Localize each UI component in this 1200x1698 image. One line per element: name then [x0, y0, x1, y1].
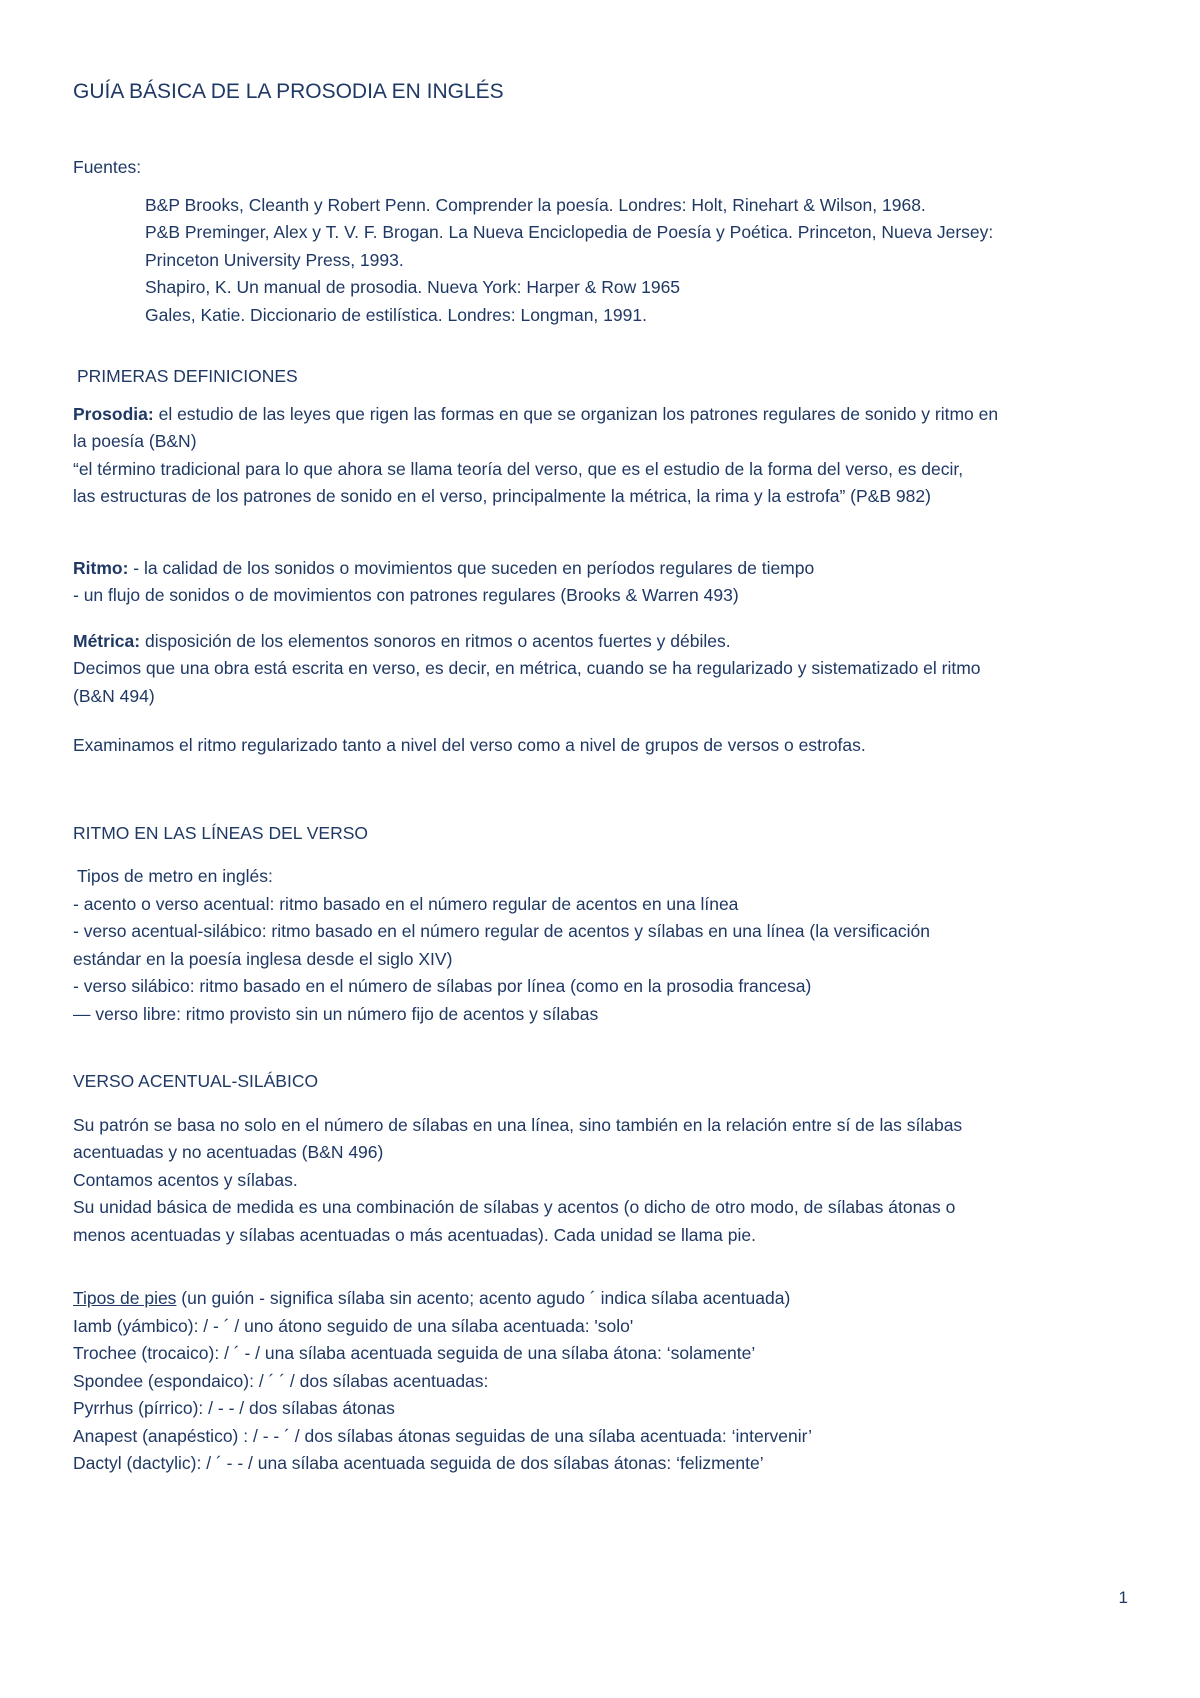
section-heading-primeras: PRIMERAS DEFINICIONES: [77, 366, 298, 386]
paragraph: Su patrón se basa no solo en el número de sílabas en una línea, sino también en la relación entre sí de las sílabas: [73, 1114, 963, 1135]
reference-line: B&P Brooks, Cleanth y Robert Penn. Comprender la poesía. Londres: Holt, Rinehart & Wilson, 1968.: [145, 194, 926, 215]
reference-line: Princeton University Press, 1993.: [145, 249, 404, 270]
section-heading-ritmo-lineas: RITMO EN LAS LÍNEAS DEL VERSO: [73, 822, 368, 843]
metrica-definition: [73, 628, 1135, 656]
list-item: - acento o verso acentual: ritmo basado en el número regular de acentos en una línea: [73, 893, 739, 914]
pies-heading: [73, 1285, 1135, 1313]
prosodia-definition: [73, 401, 1135, 429]
definition-text: Decimos que una obra está escrita en verso, es decir, en métrica, cuando se ha regularizado y sistematizado el ritmo: [73, 658, 981, 678]
section-heading-acentual: VERSO ACENTUAL-SILÁBICO: [73, 1071, 319, 1091]
pies-heading-underlined: Tipos de pies: [73, 1288, 177, 1308]
list-item: estándar en la poesía inglesa desde el siglo XIV): [73, 948, 453, 969]
definition-text: - la calidad de los sonidos o movimientos que suceden en períodos regulares de tiempo: [128, 557, 815, 578]
page-content: [73, 78, 1135, 1478]
list-item: - verso silábico: ritmo basado en el número de sílabas por línea (como en la prosodia francesa): [73, 976, 812, 996]
definition-text: el estudio de las leyes que rigen las formas en que se organizan los patrones regulares de sonido y ritmo en: [153, 403, 999, 424]
list-item: Dactyl (dactylic): / ´ - - / una sílaba acentuada seguida de dos sílabas átonas: ‘felizmente’: [73, 1453, 764, 1473]
list-item: Iamb (yámbico): / - ´ / uno átono seguido de una sílaba acentuada: 'solo': [73, 1315, 634, 1336]
term-prosodia: Prosodia:: [73, 403, 154, 424]
quote-line: “el término tradicional para lo que ahora se llama teoría del verso, que es el estudio de la forma del verso, es decir,: [73, 458, 964, 479]
reference-line: Gales, Katie. Diccionario de estilística. Londres: Longman, 1991.: [145, 304, 647, 325]
reference-line: Shapiro, K. Un manual de prosodia. Nueva York: Harper & Row 1965: [145, 277, 681, 297]
term-ritmo: Ritmo:: [73, 557, 129, 578]
sources-label: Fuentes:: [73, 157, 142, 177]
definition-text: (B&N 494): [73, 685, 155, 706]
list-item: Pyrrhus (pírrico): / - - / dos sílabas átonas: [73, 1398, 395, 1418]
page-number: 1: [1118, 1588, 1128, 1607]
list-item: Anapest (anapéstico) : / - - ´ / dos sílabas átonas seguidas de una sílaba acentuada: ‘intervenir’: [73, 1425, 812, 1446]
reference-line: P&B Preminger, Alex y T. V. F. Brogan. La Nueva Enciclopedia de Poesía y Poética. Princeton, Nueva Jersey:: [145, 222, 994, 242]
definition-text: - un flujo de sonidos o de movimientos con patrones regulares (Brooks & Warren 493): [73, 585, 739, 605]
term-metrica: Métrica:: [73, 630, 141, 651]
pies-heading-note: (un guión - significa sílaba sin acento; acento agudo ´ indica sílaba acentuada): [176, 1288, 791, 1308]
list-item: — verso libre: ritmo provisto sin un número fijo de acentos y sílabas: [73, 1003, 599, 1024]
list-item: Spondee (espondaico): / ´ ´ / dos sílabas acentuadas:: [73, 1370, 489, 1391]
paragraph: Su unidad básica de medida es una combinación de sílabas y acentos (o dicho de otro modo, de sílabas átonas o: [73, 1197, 956, 1217]
definition-text: disposición de los elementos sonoros en ritmos o acentos fuertes y débiles.: [140, 630, 731, 651]
paragraph: Tipos de metro en inglés:: [77, 866, 273, 886]
list-item: Trochee (trocaico): / ´ - / una sílaba acentuada seguida de una sílaba átona: ‘solamente’: [73, 1343, 756, 1363]
ritmo-definition: [73, 555, 1135, 583]
list-item: - verso acentual-silábico: ritmo basado en el número regular de acentos y sílabas en una línea (la versificación: [73, 921, 930, 941]
definition-text: la poesía (B&N): [73, 431, 197, 451]
paragraph: menos acentuadas y sílabas acentuadas o más acentuadas). Cada unidad se llama pie.: [73, 1224, 756, 1245]
quote-line: las estructuras de los patrones de sonido en el verso, principalmente la métrica, la rima y la estrofa” (P&B 982): [73, 486, 931, 506]
paragraph: acentuadas y no acentuadas (B&N 496): [73, 1142, 384, 1162]
paragraph: Contamos acentos y sílabas.: [73, 1169, 298, 1190]
paragraph: Examinamos el ritmo regularizado tanto a nivel del verso como a nivel de grupos de versos o estrofas.: [73, 735, 866, 755]
page-title: GUÍA BÁSICA DE LA PROSODIA EN INGLÉS: [73, 80, 504, 103]
